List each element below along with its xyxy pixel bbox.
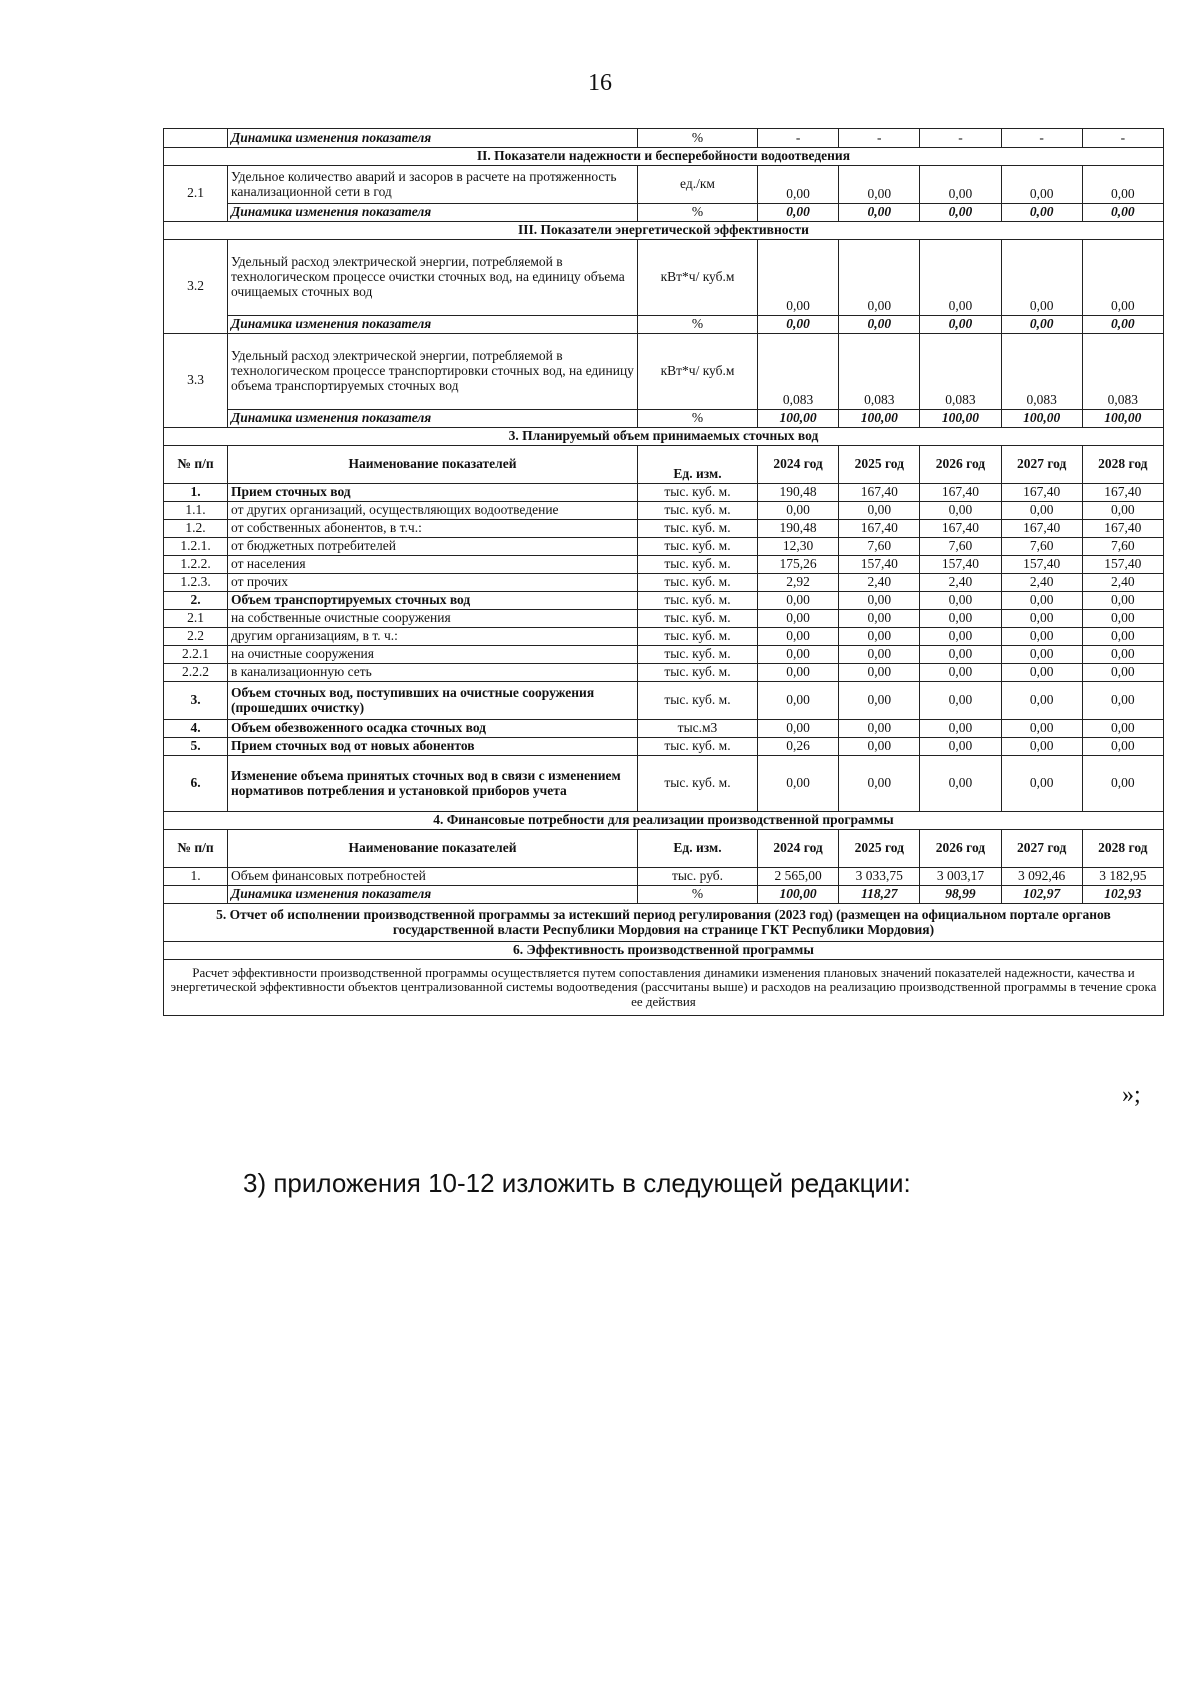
row-value: 0,00 [758, 628, 839, 646]
row-value: 2,40 [1082, 574, 1163, 592]
row-name: от населения [228, 556, 638, 574]
row-value: 7,60 [920, 538, 1001, 556]
page-number: 16 [588, 70, 612, 96]
row-value: 157,40 [1001, 556, 1082, 574]
row-value: 0,00 [1082, 610, 1163, 628]
closing-quote: »; [1122, 1082, 1141, 1108]
row-value: 0,00 [839, 738, 920, 756]
row-value: 2,40 [920, 574, 1001, 592]
row-unit: тыс. куб. м. [638, 484, 758, 502]
row-value: 0,00 [1082, 646, 1163, 664]
row-value: 0,00 [1001, 646, 1082, 664]
row-value: 167,40 [1082, 484, 1163, 502]
table-row-finance: 1. Объем финансовых потребностей тыс. руб. 2 565,00 3 033,75 3 003,17 3 092,46 3 182,95 [164, 868, 1164, 886]
row-name: от собственных абонентов, в т.ч.: [228, 520, 638, 538]
row-value: 167,40 [920, 520, 1001, 538]
row-value: 0,00 [758, 720, 839, 738]
row-name: на собственные очистные сооружения [228, 610, 638, 628]
row-value: 0,00 [839, 610, 920, 628]
row-value: 0,00 [920, 628, 1001, 646]
row-value: 2,40 [1001, 574, 1082, 592]
section-heading-volume: 3. Планируемый объем принимаемых сточных вод [164, 428, 1164, 446]
row-value: 0,00 [839, 720, 920, 738]
row-value: 0,00 [920, 592, 1001, 610]
row-value: 0,00 [839, 682, 920, 720]
row-value: 0,00 [1001, 592, 1082, 610]
row-unit: тыс. куб. м. [638, 756, 758, 812]
row-value: 0,00 [758, 502, 839, 520]
row-value: 0,00 [920, 610, 1001, 628]
table-row-dynamics: Динамика изменения показателя % 100,00 100,00 100,00 100,00 100,00 [164, 410, 1164, 428]
row-value: 7,60 [839, 538, 920, 556]
row-value: 0,00 [920, 738, 1001, 756]
row-value: 157,40 [839, 556, 920, 574]
row-value: 190,48 [758, 520, 839, 538]
section-heading-report: 5. Отчет об исполнении производственной программы за истекший период регулирования (2023 год) (размещен на официальном портале органов государственной власти Республики Мордовия на странице ГКТ Республики Мордовия) [164, 904, 1164, 942]
row-value: 175,26 [758, 556, 839, 574]
row-number: 6. [164, 756, 228, 812]
row-value: 0,00 [920, 720, 1001, 738]
row-value: 0,00 [920, 646, 1001, 664]
row-value: 167,40 [839, 484, 920, 502]
row-value: 0,00 [758, 610, 839, 628]
table-row-3-3: 3.3 Удельный расход электрической энергии, потребляемой в технологическом процессе транспортировки сточных вод, на единицу объема транспортируемых сточных вод кВт*ч/ куб.м 0,083 0,083 0,083 0,083 0,083 [164, 334, 1164, 410]
table-row [164, 538, 1164, 556]
row-value: 0,00 [1001, 610, 1082, 628]
row-unit: тыс. куб. м. [638, 628, 758, 646]
row-value: 167,40 [1001, 484, 1082, 502]
row-value: 12,30 [758, 538, 839, 556]
row-value: 167,40 [920, 484, 1001, 502]
row-name: Объем сточных вод, поступивших на очистные сооружения (прошедших очистку) [228, 682, 638, 720]
row-name: на очистные сооружения [228, 646, 638, 664]
table-row [164, 756, 1164, 812]
row-value: 0,00 [1001, 720, 1082, 738]
section-heading-energy: III. Показатели энергетической эффективности [164, 222, 1164, 240]
table-row [164, 664, 1164, 682]
section-heading-finance: 4. Финансовые потребности для реализации производственной программы [164, 812, 1164, 830]
section-heading-efficiency: 6. Эффективность производственной программы [164, 942, 1164, 960]
row-value: 0,00 [920, 682, 1001, 720]
row-number: 1.2.1. [164, 538, 228, 556]
table-row [164, 738, 1164, 756]
row-name: от бюджетных потребителей [228, 538, 638, 556]
row-value: 167,40 [1001, 520, 1082, 538]
table-row-dynamics-top: Динамика изменения показателя % - - - - - [164, 129, 1164, 148]
row-name: от других организаций, осуществляющих водоотведение [228, 502, 638, 520]
table-row-dynamics: Динамика изменения показателя % 0,00 0,00 0,00 0,00 0,00 [164, 316, 1164, 334]
row-unit: тыс.м3 [638, 720, 758, 738]
row-name: Объем обезвоженного осадка сточных вод [228, 720, 638, 738]
table-row [164, 628, 1164, 646]
row-value: 157,40 [1082, 556, 1163, 574]
row-unit: тыс. куб. м. [638, 592, 758, 610]
row-name: Прием сточных вод от новых абонентов [228, 738, 638, 756]
table-row [164, 520, 1164, 538]
table-row-dynamics: Динамика изменения показателя % 100,00 118,27 98,99 102,97 102,93 [164, 886, 1164, 904]
row-number: 1.1. [164, 502, 228, 520]
table-row [164, 502, 1164, 520]
row-value: 0,00 [1082, 628, 1163, 646]
row-name: Объем транспортируемых сточных вод [228, 592, 638, 610]
row-value: 167,40 [1082, 520, 1163, 538]
row-unit: тыс. куб. м. [638, 738, 758, 756]
row-unit: тыс. куб. м. [638, 664, 758, 682]
row-value: 0,00 [758, 646, 839, 664]
table-row [164, 592, 1164, 610]
row-name: Прием сточных вод [228, 484, 638, 502]
row-unit: тыс. куб. м. [638, 538, 758, 556]
program-table [163, 128, 1164, 1016]
row-unit: тыс. куб. м. [638, 646, 758, 664]
row-value: 0,00 [1001, 738, 1082, 756]
row-number: 2. [164, 592, 228, 610]
row-value: 0,00 [1001, 756, 1082, 812]
table-row [164, 720, 1164, 738]
table-row [164, 646, 1164, 664]
row-value: 0,00 [920, 756, 1001, 812]
row-unit: тыс. куб. м. [638, 556, 758, 574]
row-unit: тыс. куб. м. [638, 610, 758, 628]
row-value: 0,00 [839, 664, 920, 682]
row-value: 0,00 [839, 502, 920, 520]
row-number: 2.2 [164, 628, 228, 646]
row-name: Динамика изменения показателя [228, 129, 638, 148]
row-value: 0,00 [1001, 628, 1082, 646]
row-value: 0,00 [839, 646, 920, 664]
row-value: 157,40 [920, 556, 1001, 574]
table-row [164, 682, 1164, 720]
row-number: 1.2.2. [164, 556, 228, 574]
table-row-2-1: 2.1 Удельное количество аварий и засоров в расчете на протяженность канализационной сети в год ед./км 0,00 0,00 0,00 0,00 0,00 [164, 166, 1164, 204]
table-row [164, 556, 1164, 574]
row-value: 0,00 [839, 592, 920, 610]
row-value: 0,00 [839, 628, 920, 646]
table-row [164, 574, 1164, 592]
row-value: 0,00 [758, 592, 839, 610]
row-unit: тыс. куб. м. [638, 502, 758, 520]
row-value: 0,00 [920, 664, 1001, 682]
row-value: 0,00 [1001, 682, 1082, 720]
row-value: 0,00 [1082, 592, 1163, 610]
row-name: другим организациям, в т. ч.: [228, 628, 638, 646]
row-value: 0,00 [1082, 664, 1163, 682]
table-row [164, 484, 1164, 502]
row-value: 0,00 [920, 502, 1001, 520]
row-name: в канализационную сеть [228, 664, 638, 682]
row-unit: тыс. куб. м. [638, 520, 758, 538]
row-value: 2,40 [839, 574, 920, 592]
instruction-text: 3) приложения 10-12 изложить в следующей редакции: [243, 1168, 911, 1198]
efficiency-text-row: Расчет эффективности производственной программы осуществляется путем сопоставления динамики изменения плановых значений показателей надежности, качества и энергетической эффективности объектов централизованной системы водоотведения (рассчитаны выше) и расходов на реализацию производственной программы в течение срока ее действия [164, 960, 1164, 1016]
row-unit: тыс. куб. м. [638, 574, 758, 592]
section-heading-reliability: II. Показатели надежности и бесперебойности водоотведения [164, 148, 1164, 166]
row-number: 2.2.1 [164, 646, 228, 664]
row-value: 190,48 [758, 484, 839, 502]
row-value: 0,00 [1082, 682, 1163, 720]
row-value: 7,60 [1001, 538, 1082, 556]
row-number: 2.2.2 [164, 664, 228, 682]
row-value: 0,00 [1082, 756, 1163, 812]
table-header-row: № п/п Наименование показателей Ед. изм. 2024 год 2025 год 2026 год 2027 год 2028 год [164, 446, 1164, 484]
row-number: 2.1 [164, 610, 228, 628]
volume-rows [164, 484, 1164, 812]
row-value: 7,60 [1082, 538, 1163, 556]
row-number: 4. [164, 720, 228, 738]
row-number: 1.2.3. [164, 574, 228, 592]
row-value: 167,40 [839, 520, 920, 538]
row-value: 0,00 [1082, 502, 1163, 520]
row-value: 0,26 [758, 738, 839, 756]
row-value: 0,00 [758, 682, 839, 720]
row-unit: тыс. куб. м. [638, 682, 758, 720]
table-row [164, 610, 1164, 628]
row-number: 1. [164, 484, 228, 502]
row-value: 0,00 [1082, 720, 1163, 738]
row-value: 0,00 [758, 664, 839, 682]
table-header-row: № п/п Наименование показателей Ед. изм. 2024 год 2025 год 2026 год 2027 год 2028 год [164, 830, 1164, 868]
row-value: 2,92 [758, 574, 839, 592]
row-number: 5. [164, 738, 228, 756]
row-value: 0,00 [758, 756, 839, 812]
row-value: 0,00 [1001, 664, 1082, 682]
row-name: Изменение объема принятых сточных вод в связи с изменением нормативов потребления и установкой приборов учета [228, 756, 638, 812]
table-row-3-2: 3.2 Удельный расход электрической энергии, потребляемой в технологическом процессе очистки сточных вод, на единицу объема очищаемых сточных вод кВт*ч/ куб.м 0,00 0,00 0,00 0,00 0,00 [164, 240, 1164, 316]
row-value: 0,00 [1001, 502, 1082, 520]
row-value: 0,00 [839, 756, 920, 812]
table-row-dynamics: Динамика изменения показателя % 0,00 0,00 0,00 0,00 0,00 [164, 204, 1164, 222]
row-name: от прочих [228, 574, 638, 592]
row-value: 0,00 [1082, 738, 1163, 756]
row-number: 1.2. [164, 520, 228, 538]
row-number: 3. [164, 682, 228, 720]
